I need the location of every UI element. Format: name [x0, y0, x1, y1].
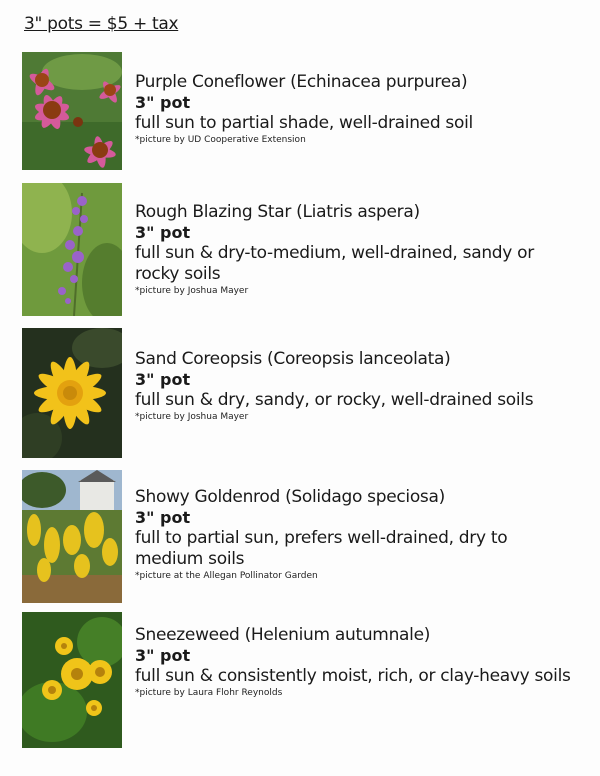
pot-size: 3" pot — [135, 370, 191, 389]
coneflower-photo — [22, 52, 122, 170]
plant-name: Sand Coreopsis (Coreopsis lanceolata) — [135, 349, 451, 369]
blazing-star-photo — [22, 183, 122, 316]
photo-credit: *picture by Laura Flohr Reynolds — [135, 688, 283, 698]
sneezeweed-photo — [22, 612, 122, 748]
price-header: 3" pots = $5 + tax — [24, 14, 179, 34]
pot-size: 3" pot — [135, 93, 191, 112]
plant-name: Rough Blazing Star (Liatris aspera) — [135, 202, 420, 222]
pot-size: 3" pot — [135, 508, 191, 527]
plant-name: Purple Coneflower (Echinacea purpurea) — [135, 72, 468, 92]
coreopsis-photo — [22, 328, 122, 458]
pot-size: 3" pot — [135, 223, 191, 242]
photo-credit: *picture at the Allegan Pollinator Garden — [135, 571, 318, 581]
photo-credit: *picture by Joshua Mayer — [135, 286, 249, 296]
plant-name: Showy Goldenrod (Solidago speciosa) — [135, 487, 445, 507]
growing-conditions: full sun & consistently moist, rich, or clay-heavy soils — [135, 666, 571, 686]
photo-credit: *picture by Joshua Mayer — [135, 412, 249, 422]
growing-conditions: full to partial sun, prefers well-drained, dry to medium soils — [135, 528, 508, 569]
growing-conditions: full sun to partial shade, well-drained soil — [135, 113, 473, 133]
growing-conditions: full sun & dry-to-medium, well-drained, sandy or rocky soils — [135, 243, 534, 284]
growing-conditions: full sun & dry, sandy, or rocky, well-drained soils — [135, 390, 534, 410]
plant-name: Sneezeweed (Helenium autumnale) — [135, 625, 431, 645]
photo-credit: *picture by UD Cooperative Extension — [135, 135, 306, 145]
goldenrod-photo — [22, 470, 122, 603]
pot-size: 3" pot — [135, 646, 191, 665]
